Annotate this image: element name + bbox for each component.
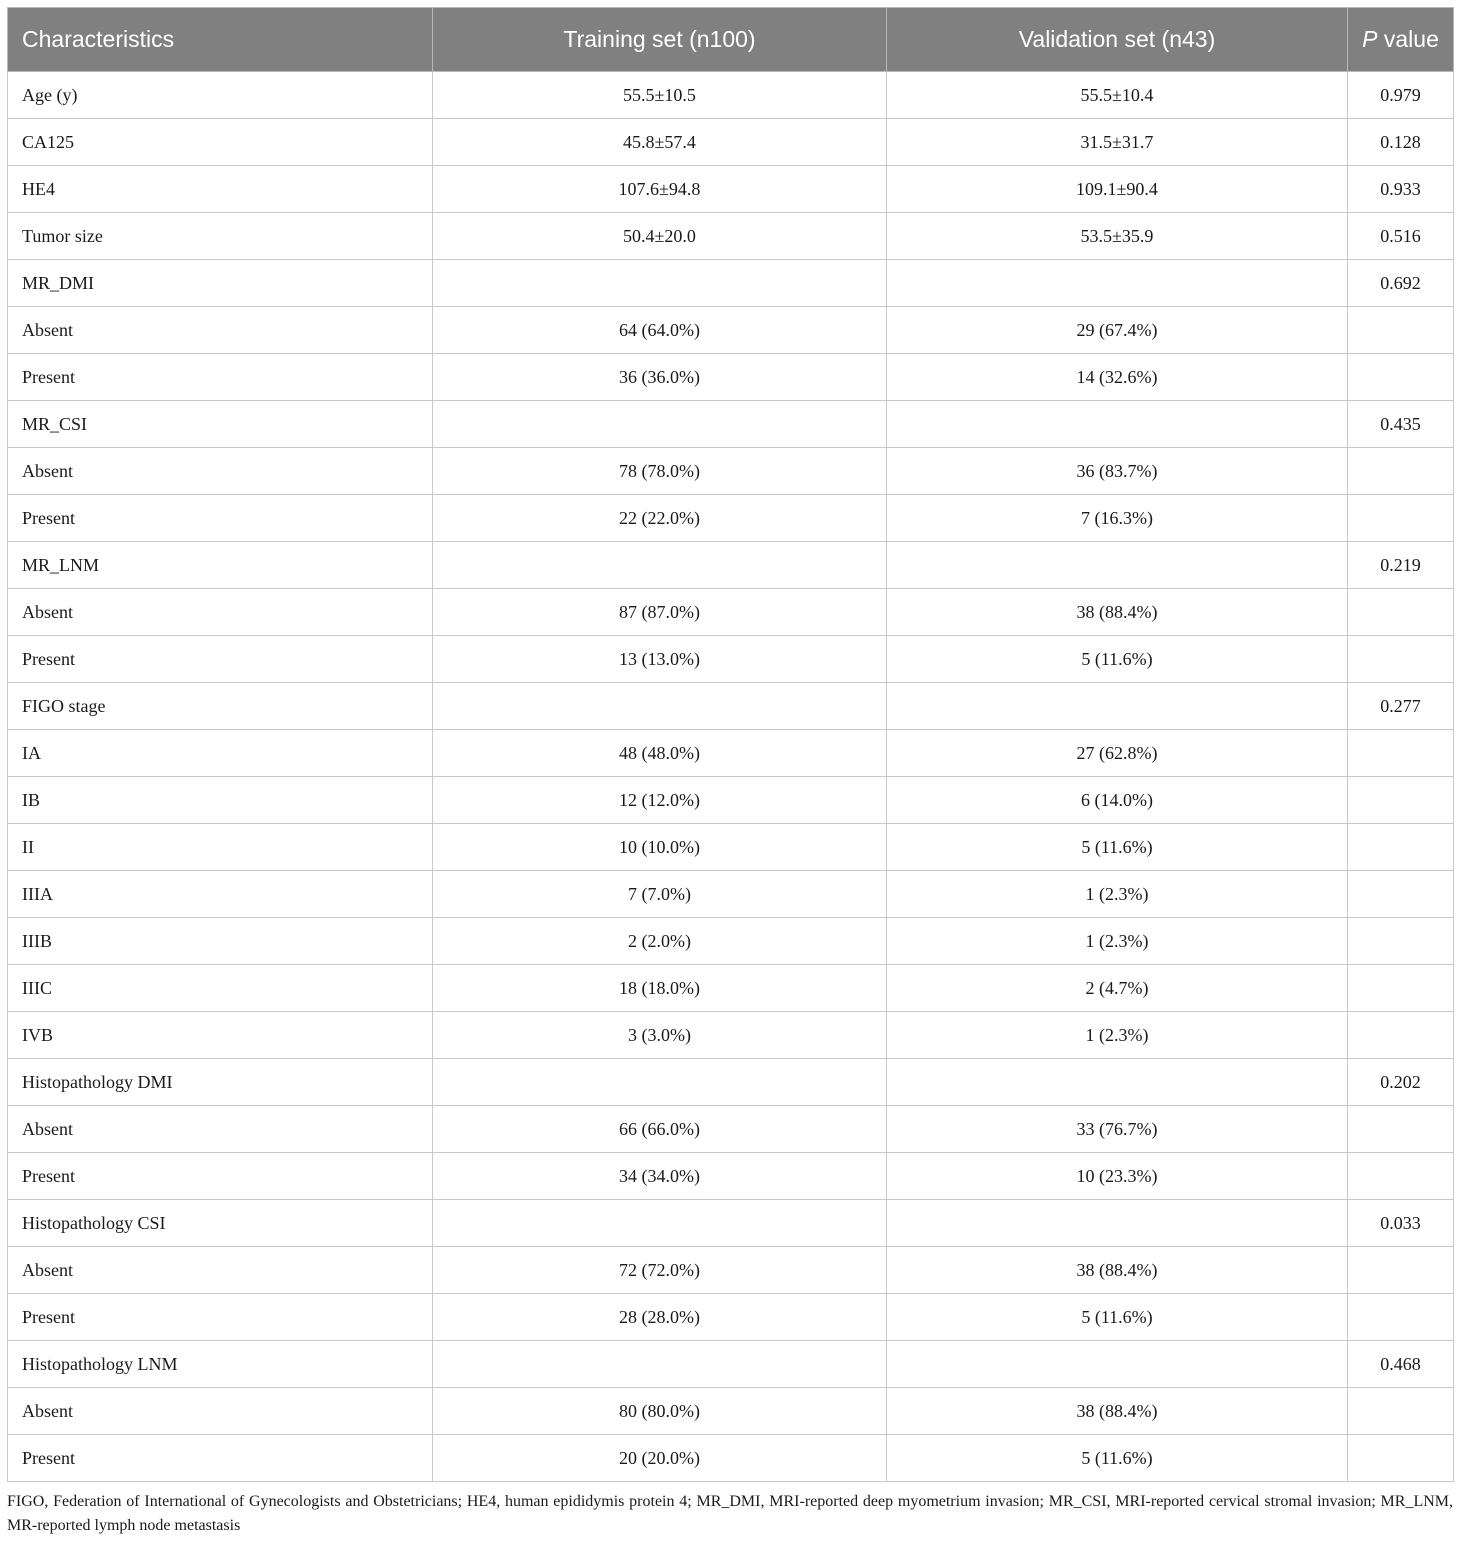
- validation-value-cell: 109.1±90.4: [887, 166, 1348, 213]
- p-value-cell: [1348, 589, 1454, 636]
- p-value-cell: [1348, 1435, 1454, 1482]
- row-label-cell: Present: [8, 636, 433, 683]
- p-value-cell: 0.468: [1348, 1341, 1454, 1388]
- validation-value-cell: 53.5±35.9: [887, 213, 1348, 260]
- training-value-cell: [433, 401, 887, 448]
- row-label-cell: MR_DMI: [8, 260, 433, 307]
- table-row: [8, 871, 1454, 918]
- validation-value-cell: 31.5±31.7: [887, 119, 1348, 166]
- p-value-cell: 0.219: [1348, 542, 1454, 589]
- header-row: [8, 8, 1454, 72]
- table-row: [8, 965, 1454, 1012]
- table-row: [8, 1294, 1454, 1341]
- row-label-cell: IIIA: [8, 871, 433, 918]
- validation-value-cell: [887, 260, 1348, 307]
- table-row: [8, 119, 1454, 166]
- table-row: [8, 918, 1454, 965]
- validation-value-cell: 5 (11.6%): [887, 1294, 1348, 1341]
- training-value-cell: 36 (36.0%): [433, 354, 887, 401]
- table-row: [8, 495, 1454, 542]
- row-label-cell: Absent: [8, 307, 433, 354]
- row-label-cell: IIIB: [8, 918, 433, 965]
- row-label-cell: Present: [8, 354, 433, 401]
- training-value-cell: [433, 260, 887, 307]
- row-label-cell: Histopathology DMI: [8, 1059, 433, 1106]
- p-value-cell: [1348, 495, 1454, 542]
- header-p-italic: P: [1362, 26, 1378, 52]
- training-value-cell: [433, 683, 887, 730]
- row-label-cell: Present: [8, 1435, 433, 1482]
- training-value-cell: 48 (48.0%): [433, 730, 887, 777]
- table-row: [8, 1200, 1454, 1247]
- training-value-cell: 45.8±57.4: [433, 119, 887, 166]
- row-label-cell: Absent: [8, 589, 433, 636]
- table-row: [8, 1388, 1454, 1435]
- table-row: [8, 730, 1454, 777]
- table-header: [8, 8, 1454, 72]
- row-label-cell: IB: [8, 777, 433, 824]
- training-value-cell: [433, 1341, 887, 1388]
- row-label-cell: II: [8, 824, 433, 871]
- p-value-cell: [1348, 1247, 1454, 1294]
- table-row: [8, 542, 1454, 589]
- p-value-cell: [1348, 1153, 1454, 1200]
- training-value-cell: 87 (87.0%): [433, 589, 887, 636]
- table-row: [8, 636, 1454, 683]
- validation-value-cell: [887, 1341, 1348, 1388]
- validation-value-cell: 1 (2.3%): [887, 918, 1348, 965]
- validation-value-cell: [887, 1059, 1348, 1106]
- table-row: [8, 683, 1454, 730]
- row-label-cell: Present: [8, 1153, 433, 1200]
- p-value-cell: 0.277: [1348, 683, 1454, 730]
- row-label-cell: Absent: [8, 1388, 433, 1435]
- validation-value-cell: 36 (83.7%): [887, 448, 1348, 495]
- table-row: [8, 824, 1454, 871]
- p-value-cell: [1348, 307, 1454, 354]
- table-row: [8, 166, 1454, 213]
- p-value-cell: [1348, 1106, 1454, 1153]
- table-row: [8, 260, 1454, 307]
- training-value-cell: 66 (66.0%): [433, 1106, 887, 1153]
- p-value-cell: [1348, 354, 1454, 401]
- row-label-cell: Present: [8, 495, 433, 542]
- p-value-cell: [1348, 871, 1454, 918]
- p-value-cell: 0.979: [1348, 72, 1454, 119]
- training-value-cell: 10 (10.0%): [433, 824, 887, 871]
- row-label-cell: IA: [8, 730, 433, 777]
- row-label-cell: Histopathology LNM: [8, 1341, 433, 1388]
- validation-value-cell: 10 (23.3%): [887, 1153, 1348, 1200]
- p-value-cell: [1348, 1388, 1454, 1435]
- p-value-cell: [1348, 448, 1454, 495]
- row-label-cell: HE4: [8, 166, 433, 213]
- validation-value-cell: 1 (2.3%): [887, 1012, 1348, 1059]
- row-label-cell: Absent: [8, 1106, 433, 1153]
- row-label-cell: FIGO stage: [8, 683, 433, 730]
- training-value-cell: 72 (72.0%): [433, 1247, 887, 1294]
- table-row: [8, 1247, 1454, 1294]
- row-label-cell: Absent: [8, 1247, 433, 1294]
- validation-value-cell: 27 (62.8%): [887, 730, 1348, 777]
- characteristics-table: [7, 7, 1454, 1482]
- validation-value-cell: 38 (88.4%): [887, 1388, 1348, 1435]
- validation-value-cell: 38 (88.4%): [887, 1247, 1348, 1294]
- p-value-cell: 0.692: [1348, 260, 1454, 307]
- table-row: [8, 1106, 1454, 1153]
- validation-value-cell: 14 (32.6%): [887, 354, 1348, 401]
- validation-value-cell: 38 (88.4%): [887, 589, 1348, 636]
- validation-value-cell: [887, 1200, 1348, 1247]
- table-row: [8, 777, 1454, 824]
- p-value-cell: [1348, 777, 1454, 824]
- p-value-cell: 0.128: [1348, 119, 1454, 166]
- validation-value-cell: 33 (76.7%): [887, 1106, 1348, 1153]
- training-value-cell: [433, 542, 887, 589]
- table-row: [8, 354, 1454, 401]
- p-value-cell: 0.202: [1348, 1059, 1454, 1106]
- p-value-cell: [1348, 1294, 1454, 1341]
- validation-value-cell: 2 (4.7%): [887, 965, 1348, 1012]
- validation-value-cell: 6 (14.0%): [887, 777, 1348, 824]
- training-value-cell: 28 (28.0%): [433, 1294, 887, 1341]
- table-row: [8, 589, 1454, 636]
- training-value-cell: 12 (12.0%): [433, 777, 887, 824]
- row-label-cell: MR_LNM: [8, 542, 433, 589]
- table-row: [8, 1059, 1454, 1106]
- training-value-cell: 55.5±10.5: [433, 72, 887, 119]
- table-row: [8, 401, 1454, 448]
- row-label-cell: CA125: [8, 119, 433, 166]
- p-value-cell: [1348, 1012, 1454, 1059]
- p-value-cell: [1348, 636, 1454, 683]
- header-p-rest: value: [1377, 26, 1439, 52]
- row-label-cell: IIIC: [8, 965, 433, 1012]
- validation-value-cell: 7 (16.3%): [887, 495, 1348, 542]
- training-value-cell: [433, 1200, 887, 1247]
- validation-value-cell: 55.5±10.4: [887, 72, 1348, 119]
- table-footnote: FIGO, Federation of International of Gynecologists and Obstetricians; HE4, human epididymis protein 4; MR_DMI, MRI-reported deep myometrium invasion; MR_CSI, MRI-reported cervical stromal invasion; MR_LNM, MR-reported lymph node metastasis: [7, 1493, 1453, 1534]
- training-value-cell: 64 (64.0%): [433, 307, 887, 354]
- row-label-cell: MR_CSI: [8, 401, 433, 448]
- row-label-cell: IVB: [8, 1012, 433, 1059]
- training-value-cell: 3 (3.0%): [433, 1012, 887, 1059]
- training-value-cell: 50.4±20.0: [433, 213, 887, 260]
- p-value-cell: 0.033: [1348, 1200, 1454, 1247]
- training-value-cell: 13 (13.0%): [433, 636, 887, 683]
- training-value-cell: 20 (20.0%): [433, 1435, 887, 1482]
- p-value-cell: [1348, 918, 1454, 965]
- table-row: [8, 1435, 1454, 1482]
- characteristics-table-container: [7, 7, 1453, 1482]
- training-value-cell: 18 (18.0%): [433, 965, 887, 1012]
- validation-value-cell: [887, 401, 1348, 448]
- header-validation-set: Validation set (n43): [887, 8, 1348, 72]
- p-value-cell: [1348, 965, 1454, 1012]
- validation-value-cell: [887, 683, 1348, 730]
- training-value-cell: 107.6±94.8: [433, 166, 887, 213]
- validation-value-cell: [887, 542, 1348, 589]
- table-row: [8, 1012, 1454, 1059]
- table-body: [8, 72, 1454, 1482]
- header-p-value: [1348, 8, 1454, 72]
- header-characteristics: Characteristics: [8, 8, 433, 72]
- p-value-cell: 0.933: [1348, 166, 1454, 213]
- row-label-cell: Present: [8, 1294, 433, 1341]
- table-row: [8, 448, 1454, 495]
- p-value-cell: [1348, 824, 1454, 871]
- row-label-cell: Histopathology CSI: [8, 1200, 433, 1247]
- training-value-cell: 2 (2.0%): [433, 918, 887, 965]
- table-row: [8, 1153, 1454, 1200]
- table-row: [8, 1341, 1454, 1388]
- table-row: [8, 307, 1454, 354]
- validation-value-cell: 1 (2.3%): [887, 871, 1348, 918]
- p-value-cell: [1348, 730, 1454, 777]
- validation-value-cell: 29 (67.4%): [887, 307, 1348, 354]
- training-value-cell: 78 (78.0%): [433, 448, 887, 495]
- row-label-cell: Tumor size: [8, 213, 433, 260]
- row-label-cell: Absent: [8, 448, 433, 495]
- table-row: [8, 213, 1454, 260]
- row-label-cell: Age (y): [8, 72, 433, 119]
- training-value-cell: [433, 1059, 887, 1106]
- table-row: [8, 72, 1454, 119]
- p-value-cell: 0.516: [1348, 213, 1454, 260]
- validation-value-cell: 5 (11.6%): [887, 636, 1348, 683]
- header-training-set: Training set (n100): [433, 8, 887, 72]
- validation-value-cell: 5 (11.6%): [887, 1435, 1348, 1482]
- training-value-cell: 80 (80.0%): [433, 1388, 887, 1435]
- p-value-cell: 0.435: [1348, 401, 1454, 448]
- validation-value-cell: 5 (11.6%): [887, 824, 1348, 871]
- training-value-cell: 7 (7.0%): [433, 871, 887, 918]
- training-value-cell: 34 (34.0%): [433, 1153, 887, 1200]
- training-value-cell: 22 (22.0%): [433, 495, 887, 542]
